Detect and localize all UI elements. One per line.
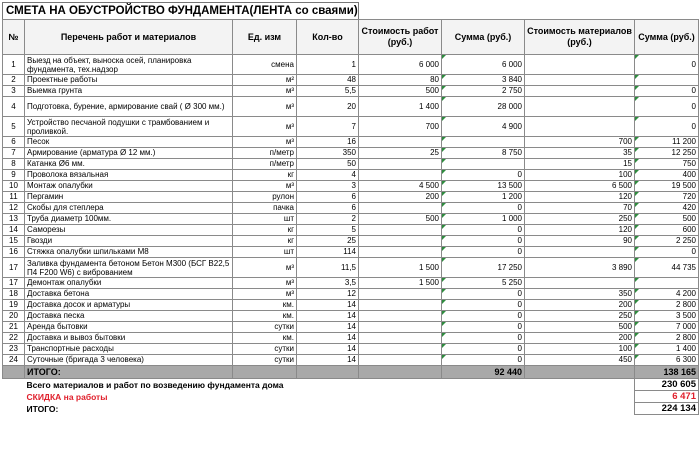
cell-unit: м³ (233, 86, 297, 97)
cell-work-sum: 17 250 (442, 258, 525, 278)
cell-qty: 7 (297, 117, 359, 137)
cell-work-sum: 0 (442, 300, 525, 311)
estimate-sheet (2, 2, 698, 472)
cell-mat-cost: 90 (525, 236, 635, 247)
cell-qty: 2 (297, 214, 359, 225)
cell-work-cost (359, 225, 442, 236)
cell-unit: м³ (233, 289, 297, 300)
cell-work-cost: 25 (359, 148, 442, 159)
table-row (3, 344, 699, 355)
cell-name: Доставка песка (25, 311, 233, 322)
table-row (3, 75, 699, 86)
table-row (3, 322, 699, 333)
cell-name: Выезд на объект, выноска осей, планировка фундамента, тех.надзор (25, 55, 233, 75)
cell-unit: сутки (233, 344, 297, 355)
cell-mat-cost (525, 278, 635, 289)
header-mat-sum: Сумма (руб.) (635, 20, 699, 55)
cell-work-cost: 80 (359, 75, 442, 86)
cell-name: Гвозди (25, 236, 233, 247)
table-row (3, 192, 699, 203)
cell-name: Доставка досок и арматуры (25, 300, 233, 311)
cell-number: 20 (3, 311, 25, 322)
cell-name: Армирование (арматура Ø 12 мм.) (25, 148, 233, 159)
cell-mat-sum: 6 300 (635, 355, 699, 366)
cell-mat-sum: 2 250 (635, 236, 699, 247)
cell-work-sum: 13 500 (442, 181, 525, 192)
cell-work-cost (359, 311, 442, 322)
cell-work-cost (359, 203, 442, 214)
cell-mat-cost: 250 (525, 214, 635, 225)
cell-unit: сутки (233, 322, 297, 333)
cell-work-sum: 4 900 (442, 117, 525, 137)
cell-mat-cost: 500 (525, 322, 635, 333)
table-row (3, 97, 699, 117)
cell-unit: м³ (233, 278, 297, 289)
cell-number: 17 (3, 258, 25, 278)
header-unit: Ед. изм (233, 20, 297, 55)
cell-mat-sum: 7 000 (635, 322, 699, 333)
cell-number: 3 (3, 86, 25, 97)
cell-mat-sum: 0 (635, 97, 699, 117)
cell-work-cost (359, 344, 442, 355)
cell-mat-cost: 120 (525, 192, 635, 203)
summary-discount-row (3, 391, 699, 403)
header-number: № (3, 20, 25, 55)
cell-work-sum: 0 (442, 333, 525, 344)
cell-work-sum: 0 (442, 203, 525, 214)
cell-unit: шт (233, 247, 297, 258)
cell-name: Скобы для степлера (25, 203, 233, 214)
cell-mat-sum (635, 75, 699, 86)
table-row (3, 247, 699, 258)
header-work-sum: Сумма (руб.) (442, 20, 525, 55)
table-row (3, 55, 699, 75)
cell-work-cost (359, 322, 442, 333)
cell-mat-cost: 15 (525, 159, 635, 170)
cell-work-cost (359, 300, 442, 311)
cell-mat-cost: 250 (525, 311, 635, 322)
summary-final-row (3, 403, 699, 415)
cell-number: 5 (3, 117, 25, 137)
cell-qty: 16 (297, 137, 359, 148)
cell-work-sum: 2 750 (442, 86, 525, 97)
cell-work-cost (359, 159, 442, 170)
cell-work-cost (359, 355, 442, 366)
table-row (3, 148, 699, 159)
cell-qty: 5 (297, 225, 359, 236)
cell-name: Выемка грунта (25, 86, 233, 97)
cell-qty: 1 (297, 55, 359, 75)
cell-work-sum: 1 000 (442, 214, 525, 225)
cell-name: Заливка фундамента бетоном Бетон М300 (БСГ В22,5 П4 F200 W6) с виброванием (25, 258, 233, 278)
totals-work-sum: 92 440 (442, 366, 525, 379)
cell-work-cost: 1 500 (359, 278, 442, 289)
cell-unit: смена (233, 55, 297, 75)
cell-number: 1 (3, 55, 25, 75)
cell-qty: 25 (297, 236, 359, 247)
cell-qty: 12 (297, 289, 359, 300)
cell-name: Монтаж опалубки (25, 181, 233, 192)
cell-mat-cost (525, 75, 635, 86)
cell-mat-cost: 700 (525, 137, 635, 148)
cell-number: 21 (3, 322, 25, 333)
cell-mat-sum: 0 (635, 247, 699, 258)
cell-number: 2 (3, 75, 25, 86)
cell-mat-sum: 19 500 (635, 181, 699, 192)
cell-work-sum: 0 (442, 344, 525, 355)
table-row (3, 289, 699, 300)
cell-unit: км. (233, 300, 297, 311)
cell-mat-sum: 0 (635, 55, 699, 75)
cell-mat-sum: 750 (635, 159, 699, 170)
cell-qty: 11,5 (297, 258, 359, 278)
cell-number: 14 (3, 225, 25, 236)
cell-work-sum: 28 000 (442, 97, 525, 117)
cell-mat-cost (525, 86, 635, 97)
totals-mat-sum: 138 165 (635, 366, 699, 379)
cell-number: 4 (3, 97, 25, 117)
cell-unit: м² (233, 75, 297, 86)
cell-name: Доставка и вывоз бытовки (25, 333, 233, 344)
cell-mat-cost: 70 (525, 203, 635, 214)
cell-unit: м³ (233, 97, 297, 117)
cell-mat-sum: 3 500 (635, 311, 699, 322)
cell-number: 23 (3, 344, 25, 355)
header-mat-cost: Стоимость материалов (руб.) (525, 20, 635, 55)
discount-label: СКИДКА на работы (26, 391, 108, 402)
table-row (3, 355, 699, 366)
cell-number: 10 (3, 181, 25, 192)
table-row (3, 214, 699, 225)
cell-number: 9 (3, 170, 25, 181)
table-row (3, 137, 699, 148)
cell-unit: кг (233, 170, 297, 181)
cell-mat-sum: 420 (635, 203, 699, 214)
cell-work-sum: 0 (442, 236, 525, 247)
cell-name: Пергамин (25, 192, 233, 203)
cell-work-cost (359, 333, 442, 344)
cell-name: Катанка Ø6 мм. (25, 159, 233, 170)
cell-name: Стяжка опалубки шпильками М8 (25, 247, 233, 258)
cell-work-cost: 1 400 (359, 97, 442, 117)
cell-qty: 20 (297, 97, 359, 117)
cell-mat-sum: 400 (635, 170, 699, 181)
cell-work-cost (359, 137, 442, 148)
cell-qty: 14 (297, 311, 359, 322)
cell-number: 17 (3, 278, 25, 289)
cell-mat-cost (525, 97, 635, 117)
cell-work-sum: 6 000 (442, 55, 525, 75)
final-total-label: ИТОГО: (26, 403, 59, 414)
cell-mat-sum: 720 (635, 192, 699, 203)
header-row (3, 20, 699, 55)
cell-unit: рулон (233, 192, 297, 203)
cell-mat-cost (525, 55, 635, 75)
summary-all-value: 230 605 (635, 379, 699, 391)
cell-number: 13 (3, 214, 25, 225)
cell-work-sum (442, 137, 525, 148)
header-work-cost: Стоимость работ (руб.) (359, 20, 442, 55)
table-row (3, 258, 699, 278)
cell-mat-cost: 100 (525, 344, 635, 355)
cell-name: Подготовка, бурение, армирование свай ( Ø 300 мм.) (25, 97, 233, 117)
table-row (3, 117, 699, 137)
cell-qty: 14 (297, 344, 359, 355)
cell-name: Проволока вязальная (25, 170, 233, 181)
cell-unit: м³ (233, 137, 297, 148)
cell-qty: 14 (297, 355, 359, 366)
cell-work-sum: 0 (442, 322, 525, 333)
cell-unit: км. (233, 333, 297, 344)
cell-number: 11 (3, 192, 25, 203)
cell-unit: м³ (233, 258, 297, 278)
cell-unit: п/метр (233, 159, 297, 170)
table-row (3, 225, 699, 236)
cell-mat-cost: 350 (525, 289, 635, 300)
cell-unit: п/метр (233, 148, 297, 159)
summary-all-label: Всего материалов и работ по возведению фундамента дома (26, 379, 284, 390)
cell-name: Песок (25, 137, 233, 148)
cell-unit: шт (233, 214, 297, 225)
cell-qty: 350 (297, 148, 359, 159)
cell-number: 12 (3, 203, 25, 214)
cell-work-sum: 0 (442, 355, 525, 366)
cell-unit: кг (233, 225, 297, 236)
table-row (3, 203, 699, 214)
cell-mat-sum: 2 800 (635, 333, 699, 344)
cell-qty: 114 (297, 247, 359, 258)
cell-mat-sum: 0 (635, 117, 699, 137)
cell-mat-sum: 44 735 (635, 258, 699, 278)
cell-mat-cost (525, 247, 635, 258)
cell-work-cost: 500 (359, 214, 442, 225)
cell-qty: 6 (297, 203, 359, 214)
cell-qty: 3 (297, 181, 359, 192)
cell-mat-cost: 120 (525, 225, 635, 236)
cell-work-sum: 8 750 (442, 148, 525, 159)
cell-name: Суточные (бригада 3 человека) (25, 355, 233, 366)
estimate-table (2, 19, 699, 415)
cell-mat-cost: 35 (525, 148, 635, 159)
totals-label: ИТОГО: (25, 366, 233, 379)
cell-mat-sum: 12 250 (635, 148, 699, 159)
cell-number: 22 (3, 333, 25, 344)
cell-mat-cost (525, 117, 635, 137)
cell-work-cost: 1 500 (359, 258, 442, 278)
cell-work-sum: 3 840 (442, 75, 525, 86)
cell-unit: пачка (233, 203, 297, 214)
cell-work-cost: 6 000 (359, 55, 442, 75)
cell-name: Демонтаж опалубки (25, 278, 233, 289)
cell-unit: кг (233, 236, 297, 247)
cell-name: Проектные работы (25, 75, 233, 86)
cell-work-sum: 0 (442, 289, 525, 300)
header-name: Перечень работ и материалов (25, 20, 233, 55)
cell-work-cost (359, 289, 442, 300)
cell-number: 16 (3, 247, 25, 258)
cell-qty: 50 (297, 159, 359, 170)
cell-mat-cost: 6 500 (525, 181, 635, 192)
cell-qty: 14 (297, 333, 359, 344)
cell-number: 7 (3, 148, 25, 159)
cell-work-cost: 500 (359, 86, 442, 97)
cell-work-sum (442, 159, 525, 170)
cell-mat-sum: 600 (635, 225, 699, 236)
cell-name: Устройство песчаной подушки с трамбованием и проливкой. (25, 117, 233, 137)
discount-value: 6 471 (635, 391, 699, 403)
cell-mat-sum: 0 (635, 86, 699, 97)
cell-name: Саморезы (25, 225, 233, 236)
totals-row (3, 366, 699, 379)
cell-number: 24 (3, 355, 25, 366)
cell-qty: 3,5 (297, 278, 359, 289)
cell-mat-cost: 3 890 (525, 258, 635, 278)
cell-mat-cost: 200 (525, 300, 635, 311)
cell-number: 6 (3, 137, 25, 148)
cell-work-sum: 0 (442, 170, 525, 181)
cell-qty: 48 (297, 75, 359, 86)
cell-mat-sum: 11 200 (635, 137, 699, 148)
cell-work-sum: 1 200 (442, 192, 525, 203)
cell-name: Труба диаметр 100мм. (25, 214, 233, 225)
cell-qty: 6 (297, 192, 359, 203)
table-row (3, 300, 699, 311)
cell-work-cost: 700 (359, 117, 442, 137)
table-row (3, 86, 699, 97)
cell-mat-sum (635, 278, 699, 289)
cell-work-cost (359, 170, 442, 181)
cell-unit: м³ (233, 117, 297, 137)
cell-work-cost (359, 236, 442, 247)
cell-number: 18 (3, 289, 25, 300)
cell-qty: 4 (297, 170, 359, 181)
header-qty: Кол-во (297, 20, 359, 55)
table-row (3, 236, 699, 247)
cell-work-cost: 200 (359, 192, 442, 203)
cell-mat-cost: 450 (525, 355, 635, 366)
table-row (3, 278, 699, 289)
cell-name: Транспортные расходы (25, 344, 233, 355)
table-row (3, 159, 699, 170)
cell-work-cost (359, 247, 442, 258)
cell-mat-sum: 500 (635, 214, 699, 225)
cell-name: Доставка бетона (25, 289, 233, 300)
sheet-title: СМЕТА НА ОБУСТРОЙСТВО ФУНДАМЕНТА(ЛЕНТА со сваями) (2, 2, 359, 19)
cell-unit: сутки (233, 355, 297, 366)
table-row (3, 170, 699, 181)
cell-work-sum: 0 (442, 225, 525, 236)
cell-mat-sum: 2 800 (635, 300, 699, 311)
cell-mat-sum: 4 200 (635, 289, 699, 300)
cell-unit: км. (233, 311, 297, 322)
summary-all-row (3, 379, 699, 391)
cell-number: 15 (3, 236, 25, 247)
table-body (3, 55, 699, 366)
cell-number: 8 (3, 159, 25, 170)
cell-mat-cost: 200 (525, 333, 635, 344)
cell-unit: м³ (233, 181, 297, 192)
table-row (3, 311, 699, 322)
cell-work-sum: 0 (442, 247, 525, 258)
cell-mat-cost: 100 (525, 170, 635, 181)
final-total-value: 224 134 (635, 403, 699, 415)
cell-mat-sum: 1 400 (635, 344, 699, 355)
cell-qty: 14 (297, 300, 359, 311)
table-row (3, 181, 699, 192)
cell-qty: 5,5 (297, 86, 359, 97)
cell-name: Аренда бытовки (25, 322, 233, 333)
table-row (3, 333, 699, 344)
cell-work-sum: 5 250 (442, 278, 525, 289)
cell-qty: 14 (297, 322, 359, 333)
cell-number: 19 (3, 300, 25, 311)
cell-work-sum: 0 (442, 311, 525, 322)
cell-work-cost: 4 500 (359, 181, 442, 192)
